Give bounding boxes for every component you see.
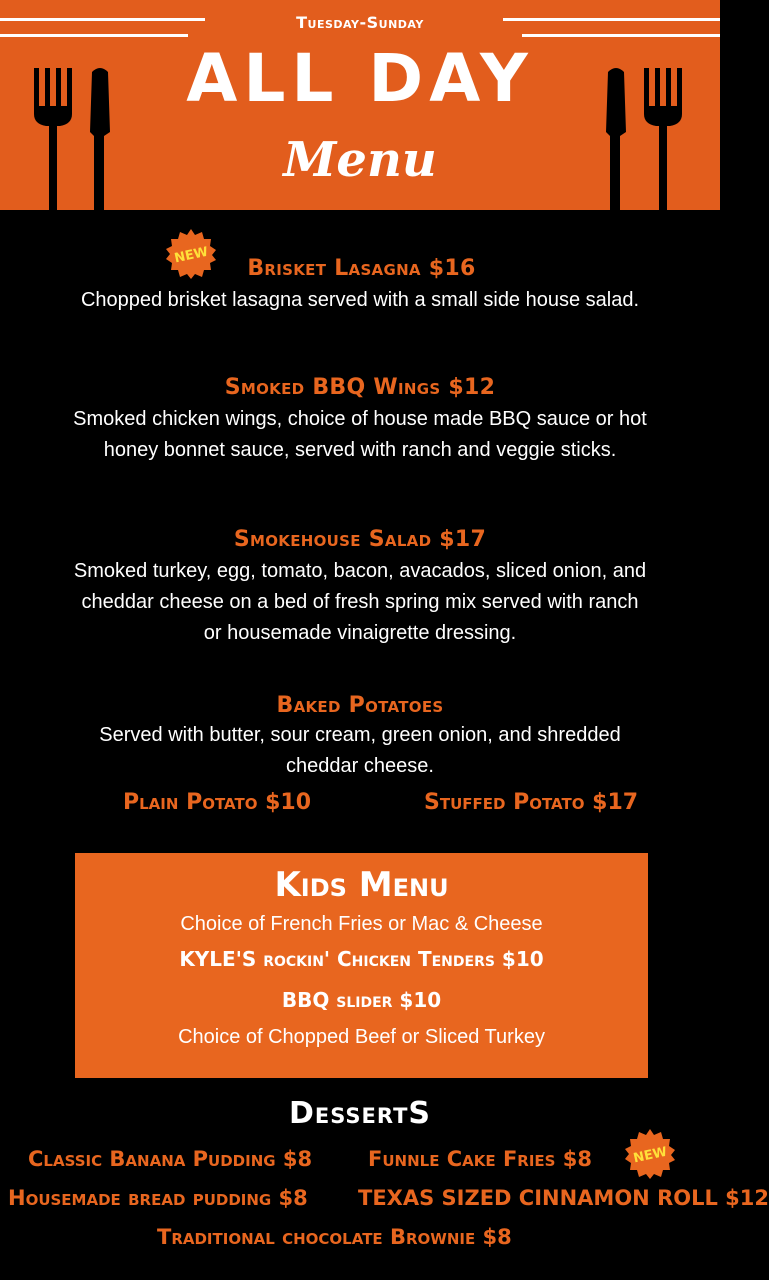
- new-badge-label: NEW: [173, 244, 210, 267]
- title-all-day: ALL DAY: [186, 40, 534, 117]
- header-rule-left-bottom: [0, 34, 188, 37]
- item-title: Baked Potatoes: [276, 693, 444, 718]
- dessert-bread-pudding: Housemade bread pudding $8: [8, 1186, 308, 1210]
- item-description: Served with butter, sour cream, green onion, and shredded cheddar cheese.: [99, 724, 621, 777]
- menu-item-smokehouse-salad: [0, 527, 720, 649]
- menu-item-brisket-lasagna: [0, 256, 720, 316]
- item-description: Chopped brisket lasagna served with a small side house salad.: [80, 289, 640, 311]
- kids-chicken-tenders: KYLE'S rockin' Chicken Tenders $10: [179, 947, 544, 971]
- days-open: Tuesday-Sunday: [296, 13, 424, 32]
- new-badge-icon: [624, 1128, 676, 1180]
- menu-item-smoked-bbq-wings: [0, 375, 720, 466]
- plain-potato-price: Plain Potato $10: [123, 790, 312, 815]
- menu-header: [0, 0, 720, 210]
- item-title: Smokehouse Salad $17: [233, 527, 487, 552]
- dessert-banana-pudding: Classic Banana Pudding $8: [28, 1147, 313, 1171]
- item-description: Smoked chicken wings, choice of house made BBQ sauce or hot honey bonnet sauce, served with ranch and veggie sticks.: [73, 408, 647, 461]
- dessert-chocolate-brownie: Traditional chocolate Brownie $8: [157, 1225, 512, 1249]
- stuffed-potato-price: Stuffed Potato $17: [424, 790, 639, 815]
- kids-bbq-slider: BBQ slider $10: [281, 988, 442, 1012]
- desserts-title: DessertS: [288, 1096, 432, 1131]
- kids-sides-note: Choice of French Fries or Mac & Cheese: [180, 913, 543, 935]
- item-title: Brisket Lasagna $16: [247, 256, 476, 281]
- new-badge-label: NEW: [632, 1144, 669, 1167]
- menu-item-baked-potatoes: [0, 693, 720, 782]
- kids-slider-note: Choice of Chopped Beef or Sliced Turkey: [178, 1026, 545, 1048]
- dessert-funnel-cake-fries: Funnle Cake Fries $8: [368, 1147, 593, 1171]
- item-title: Smoked BBQ Wings $12: [224, 375, 496, 400]
- item-description: Smoked turkey, egg, tomato, bacon, avacados, sliced onion, and cheddar cheese on a bed of fresh spring mix served with ranch or housemade vinaigrette dressing.: [73, 560, 647, 644]
- kids-menu-title: Kids Menu: [274, 865, 449, 905]
- title-menu: Menu: [283, 132, 437, 188]
- dessert-cinnamon-roll: TEXAS SIZED CINNAMON ROLL $12: [358, 1186, 769, 1210]
- header-rule-right-bottom: [522, 34, 720, 37]
- kids-menu-box: [75, 853, 648, 1078]
